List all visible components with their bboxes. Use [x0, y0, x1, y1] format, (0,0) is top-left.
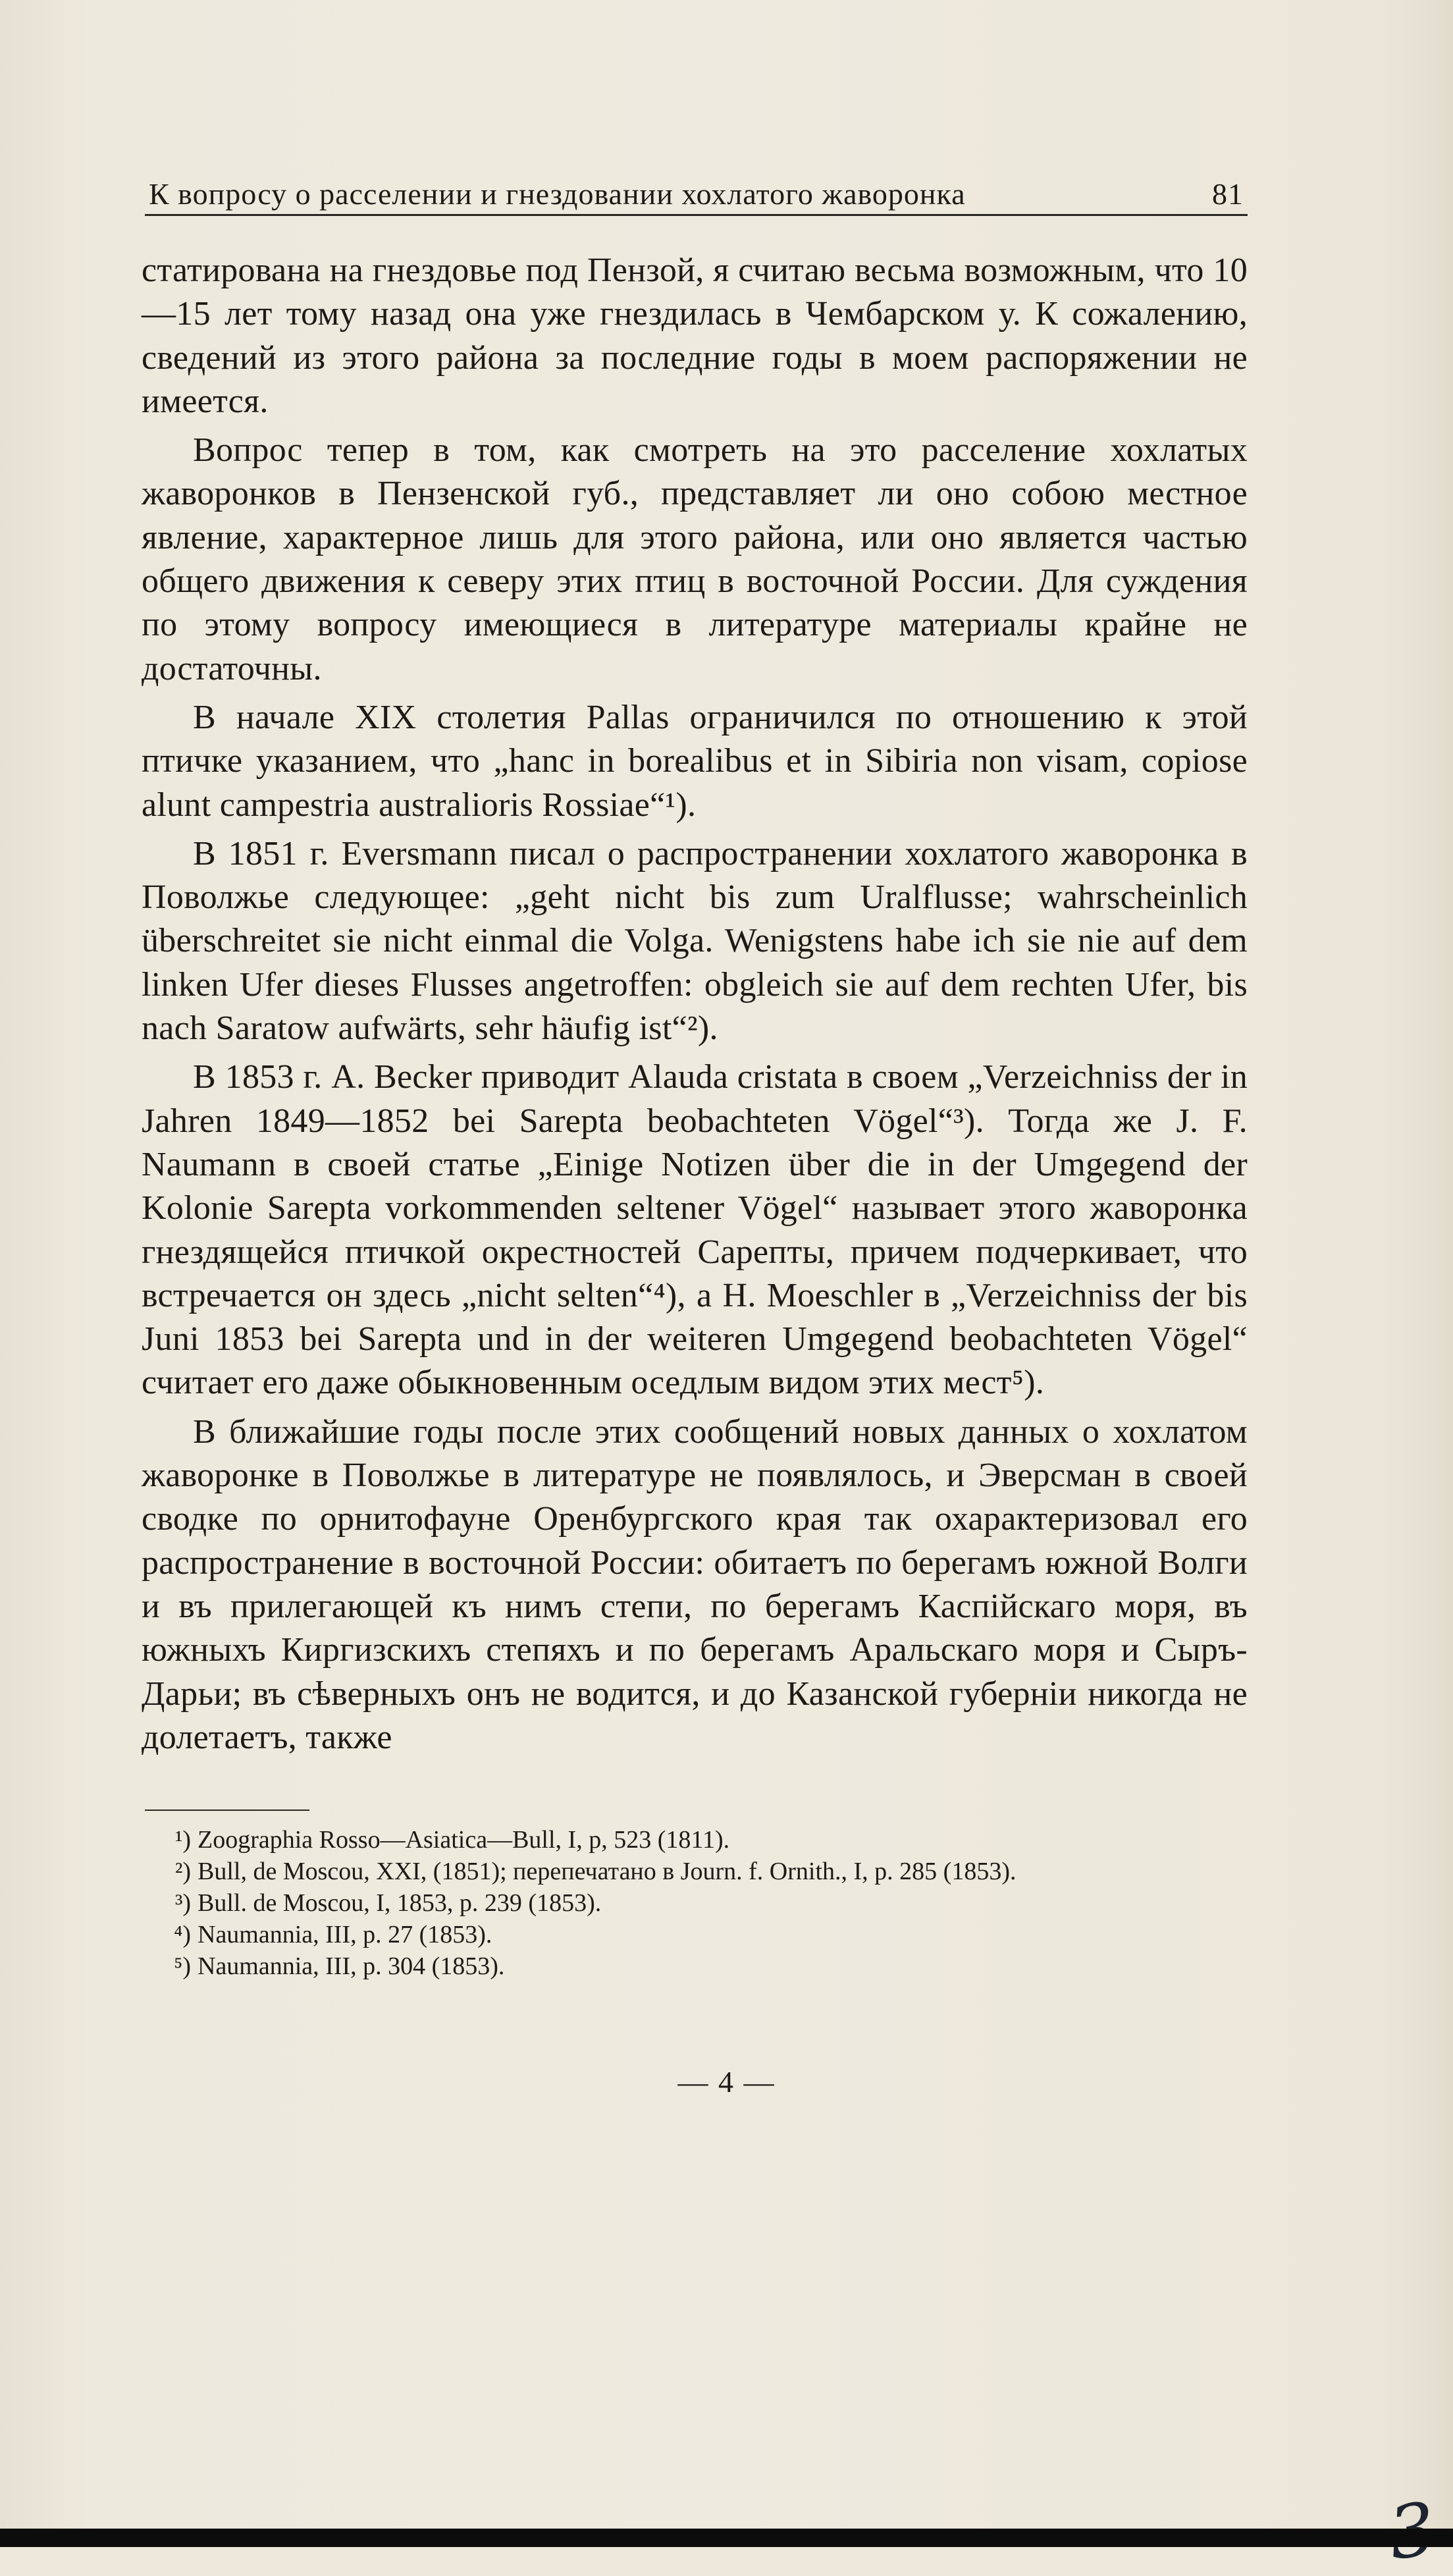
running-head-title: К вопросу о расселении и гнездовании хохлатого жаворонка [149, 177, 966, 211]
footnote-text: Bull, de Moscou, XXI, (1851); перепечатано в Journ. f. Ornith., I, p. 285 (1853). [198, 1858, 1017, 1885]
footnote-mark: ⁴) [174, 1921, 191, 1948]
paragraph-4: В 1851 г. Eversmann писал о распространении хохлатого жаворонка в Поволжье следующее: „geht nicht bis zum Uralflusse; wahrscheinlich überschreitet sie nicht einmal die Volga. Wenigstens habe ich sie nie auf dem linken Ufer dieses Flusses angetroffen: obgleich sie auf dem rechten Ufer, bis nach Saratow aufwärts, sehr häufig ist“²). [142, 834, 1248, 1048]
body-text [142, 249, 1248, 1759]
paragraph-1: статирована на гнездовье под Пензой, я считаю весьма возможным, что 10—15 лет тому назад она уже гнездилась в Чембарском у. К сожалению, сведений из этого района за последние годы в моем распоряжении не имеется. [142, 252, 1248, 420]
paragraph-5: В 1853 г. А. Becker приводит Alauda cristata в своем „Verzeichniss der in Jahren 1849—1852 bei Sarepta beobachteten Vögel“³). Тогда же J. F. Naumann в своей статье „Einige Notizen über die in der Umgegend der Kolonie Sarepta vorkommenden seltener Vögel“ называет этого жаворонка гнездящейся птичкой окрестностей Сарепты, причем подчеркивает, что встречается он здесь „nicht selten“⁴), а H. Moeschler в „Verzeichniss der bis Juni 1853 bei Sarepta und in der weiteren Umgegend beobachteten Vögel“ считает его даже обыкновенным оседлым видом этих мест⁵). [142, 1058, 1248, 1402]
running-head [145, 176, 1248, 216]
scan-edge [0, 2529, 1453, 2547]
footnote-mark: ²) [174, 1858, 191, 1885]
footnote-2 [145, 1856, 1248, 1887]
footnotes [145, 1824, 1248, 1982]
footnote-text: Bull. de Moscou, I, 1853, p. 239 (1853). [198, 1889, 602, 1917]
page-number: 81 [1212, 177, 1244, 211]
footnote-rule [145, 1810, 309, 1811]
footnote-text: Zoographia Rosso—Asiatica—Bull, I, p, 523 (1811). [198, 1826, 730, 1854]
footnote-text: Naumannia, III, p. 27 (1853). [198, 1921, 492, 1948]
footnote-1 [145, 1824, 1248, 1856]
footnote-mark: ¹) [174, 1826, 191, 1854]
footnote-4 [145, 1919, 1248, 1950]
footnote-mark: ⁵) [174, 1952, 191, 1980]
paragraph-3: В начале XIX столетия Pallas ограничился по отношению к этой птичке указанием, что „hanc in borealibus et in Sibiria non visam, copiose alunt campestria australioris Rossiae“¹). [142, 698, 1248, 824]
footnote-3 [145, 1887, 1248, 1919]
footnote-5 [145, 1950, 1248, 1982]
paragraph-2: Вопрос тепер в том, как смотреть на это расселение хохлатых жаворонков в Пензенской губ., представляет ли оно собою местное явление, характерное лишь для этого района, или оно является частью общего движения к северу этих птиц в восточной России. Для суждения по этому вопросу имеющиеся в литературе материалы крайне не достаточны. [142, 431, 1248, 687]
signature-page-marker: — 4 — [677, 2065, 776, 2099]
footnote-mark: ³) [174, 1889, 191, 1917]
footnote-text: Naumannia, III, p. 304 (1853). [198, 1952, 505, 1980]
paragraph-6: В ближайшие годы после этих сообщений новых данных о хохлатом жаворонке в Поволжье в литературе не появлялось, и Эверсман в своей сводке по орнитофауне Оренбургского края так охарактеризовал его распространение в восточной России: обитаетъ по берегамъ южной Волги и въ прилегающей къ нимъ степи, по берегамъ Каспійскаго моря, въ южныхъ Киргизскихъ степяхъ и по берегамъ Аральскаго моря и Сыръ-Дарьи; въ сѣверныхъ онъ не водится, и до Казанской губерніи никогда не долетаетъ, также [142, 1412, 1248, 1756]
